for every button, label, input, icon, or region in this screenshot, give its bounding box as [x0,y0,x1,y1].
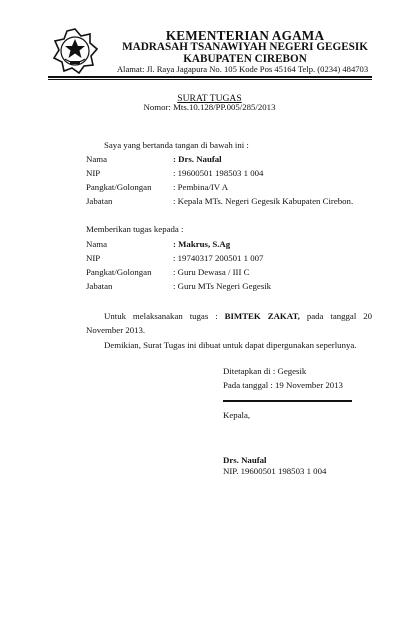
letter-title: SURAT TUGAS [177,93,242,104]
assignee-value-nip: : 19740317 200501 1 007 [173,253,264,263]
signer-label-name: Nama [86,154,108,164]
body-paragraph-closing: Demikian, Surat Tugas ini dibuat untuk dapat dipergunakan seperlunya. [104,340,357,350]
assignee-label-position: Jabatan [86,281,113,291]
signature-divider [223,400,352,402]
letterhead-address: Alamat: Jl. Raya Jagapura No. 105 Kode Pos 45164 Telp. (0234) 484703 [116,64,369,74]
letterhead-regency: KABUPATEN CIREBON [183,53,307,65]
assignee-label-name: Nama [86,239,108,249]
letterhead-ministry: KEMENTERIAN AGAMA [165,28,325,43]
letter-number: Nomor: Mts.10.128/PP.005/285/2013 [143,102,276,112]
closing-position: Kepala, [223,410,251,420]
signatory-nip: NIP. 19600501 198503 1 004 [223,466,327,476]
assign-intro-text: Memberikan tugas kepada : [86,224,184,234]
signatory-name: Drs. Naufal [223,455,267,465]
signer-label-nip: NIP [86,168,101,178]
signer-label-rank: Pangkat/Golongan [86,182,152,192]
signer-value-name: : Drs. Naufal [173,154,222,164]
assignee-value-position: : Guru MTs Negeri Gegesik [173,281,272,291]
assignee-label-nip: NIP [86,253,101,263]
event-name: BIMTEK ZAKAT, [224,311,300,321]
body-paragraph-task: Untuk melaksanakan tugas : BIMTEK ZAKAT, pada tanggal 20 November 2013. [86,311,372,335]
intro-text: Saya yang bertanda tangan di bawah ini : [104,140,249,150]
closing-place: Ditetapkan di : Gegesik [223,366,307,376]
assignee-label-rank: Pangkat/Golongan [86,267,152,277]
signer-value-rank: : Pembina/IV A [173,182,229,192]
signer-value-nip: : 19600501 198503 1 004 [173,168,264,178]
letterhead-divider-thin [48,79,372,80]
assignee-value-name: : Makrus, S.Ag [173,239,231,249]
signer-label-position: Jabatan [86,196,113,206]
assignee-value-rank: : Guru Dewasa / III C [173,267,250,277]
signer-value-position: : Kepala MTs. Negeri Gegesik Kabupaten Cirebon. [173,196,354,206]
ministry-emblem-icon [52,28,98,74]
letterhead-divider-thick [48,76,372,78]
closing-date: Pada tanggal : 19 November 2013 [223,380,343,390]
letterhead-school: MADRASAH TSANAWIYAH NEGERI GEGESIK [122,41,368,53]
